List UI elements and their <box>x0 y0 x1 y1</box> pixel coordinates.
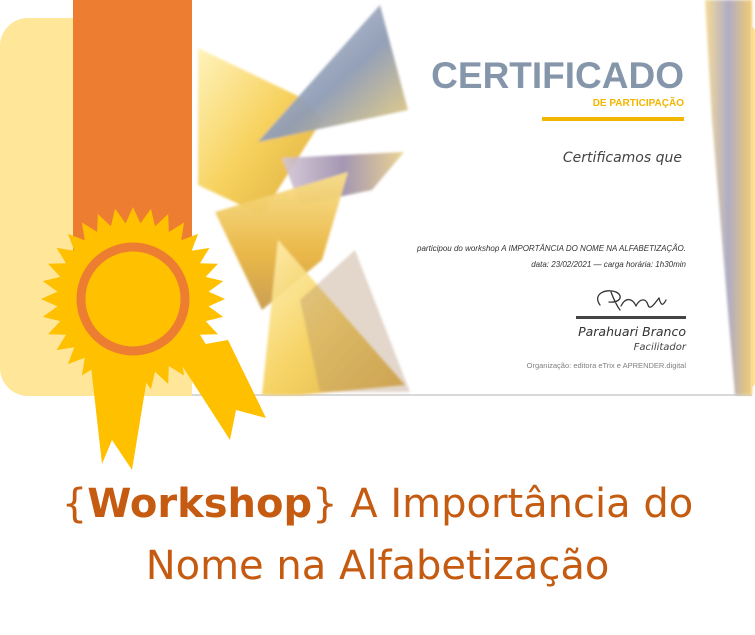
award-badge-icon <box>41 207 225 391</box>
heading-underline <box>542 117 684 121</box>
workshop-title-line-1: {Workshop} A Importância do <box>61 481 694 527</box>
certificate-date-line: data: 23/02/2021 — carga horária: 1h30min <box>531 260 686 269</box>
certificate-subheading: DE PARTICIPAÇÃO <box>592 98 684 109</box>
certificate-intro: Certificamos que <box>562 150 682 166</box>
certificate-body-line: participou do workshop A IMPORTÂNCIA DO NOME NA ALFABETIZAÇÃO. <box>417 244 686 253</box>
workshop-title-line-2: Nome na Alfabetização <box>145 543 610 589</box>
signature-line <box>576 316 686 319</box>
organization-line: Organização: editora eTrix e APRENDER.digital <box>526 361 686 370</box>
signer-name: Parahuari Branco <box>578 324 686 339</box>
workshop-tag: Workshop <box>87 481 313 527</box>
signer-role: Facilitador <box>633 342 686 353</box>
certificate-heading: CERTIFICADO <box>431 55 684 96</box>
